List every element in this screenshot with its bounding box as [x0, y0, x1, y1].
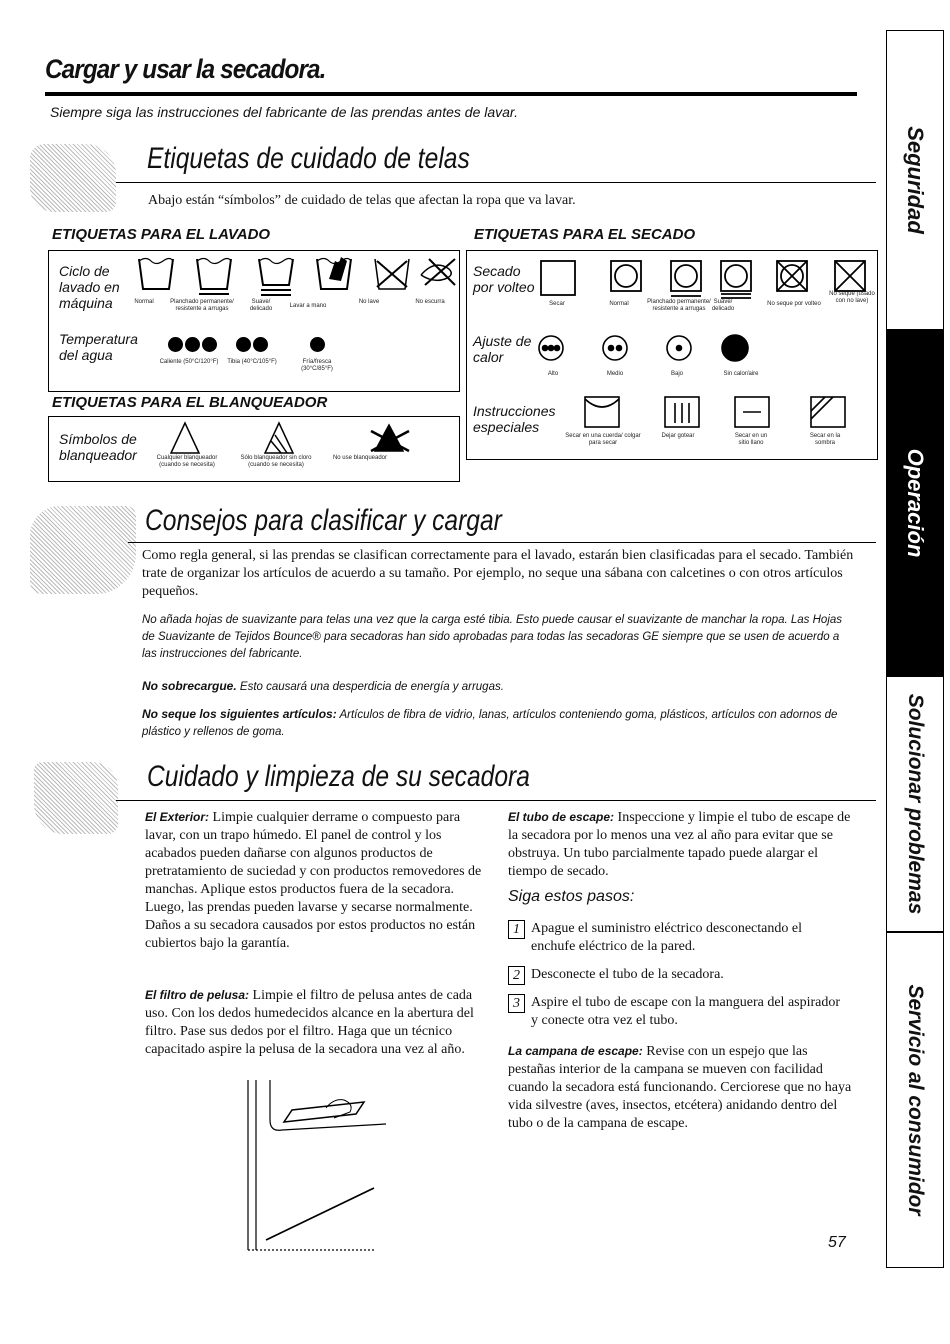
step-2 [508, 966, 852, 985]
tab-servicio-al-consumidor[interactable] [887, 933, 943, 1267]
caption: Suave/ delicado [711, 299, 735, 312]
tab-label: Solucionar problemas [904, 693, 927, 915]
special-instruction-symbols [577, 395, 867, 429]
care-title: Cuidado y limpieza de su secadora [147, 760, 530, 793]
caption: Lavar a mano [289, 303, 327, 309]
caption: Secar en una cuerda/ colgar para secar [565, 433, 641, 446]
caption: Bajo [670, 371, 683, 377]
section-rule [116, 182, 876, 183]
caption: Fría/fresca (30°C/85°F) [301, 359, 333, 372]
title-rule [45, 92, 857, 96]
exhaust-hood-paragraph [508, 1042, 852, 1133]
note-text: Artículos de fibra de vidrio, lanas, artículos conteniendo goma, plásticos, artículos con adornos de plástico y rellenos de goma. [142, 709, 838, 738]
caption: Secar en la sombra [809, 433, 841, 446]
para-text: Limpie el filtro de pelusa antes de cada uso. Con los dedos humedecidos alcance en la abertura del filtro. Pase sus dedos por el filtro. Haga que un técnico capacitado aspire la pelusa de la secadora una vez al año. [145, 988, 474, 1057]
caption: Sin calor/aire [723, 371, 759, 377]
tab-label: Seguridad [903, 126, 928, 234]
wash-cycle-label: Ciclo de lavado en máquina [59, 263, 120, 311]
step-number: 2 [508, 966, 525, 985]
care-labels-title: Etiquetas de cuidado de telas [147, 142, 470, 175]
para-bold: El tubo de escape: [508, 810, 615, 824]
para-bold: El Exterior: [145, 810, 210, 824]
para-text: Limpie cualquier derrame o compuesto para lavar, con un trapo húmedo. El panel de control y los acabados pueden dañarse con algunos productos de pretratamiento de suciedad y con productos removedores de manchas. Aplique estos productos fuera de la secadora. Luego, las prendas pueden lavarse y secarse normalmente. Daños a su secadora causados por estos productos no están cubiertos bajo la garantía. [145, 810, 482, 951]
special-instructions-label: Instrucciones especiales [473, 403, 556, 435]
page-number: 57 [828, 1234, 846, 1251]
caption: Alto [547, 371, 559, 377]
heat-setting-symbols [535, 333, 775, 363]
clothing-tag-icon [30, 144, 116, 212]
step-number: 1 [508, 920, 525, 939]
caption: Planchado permanente/ resistente a arrugas [170, 299, 234, 312]
care-labels-intro: Abajo están “símbolos” de cuidado de telas que afectan la ropa que va lavar. [148, 193, 576, 208]
step-number: 3 [508, 994, 525, 1013]
step-text: Apague el suministro eléctrico desconectando el enchufe eléctrico de la pared. [531, 921, 802, 954]
caption: Planchado permanente/ resistente a arrugas [647, 299, 711, 312]
wash-symbols-box [48, 250, 460, 392]
caption: Secar [549, 301, 565, 307]
note-bold: No seque los siguientes artículos: [142, 707, 337, 721]
caption: Caliente (50°C/120°F) [159, 359, 219, 365]
heat-setting-label: Ajuste de calor [473, 333, 532, 365]
caption: No escurra [415, 299, 445, 305]
steps-heading: Siga estos pasos: [508, 888, 635, 905]
water-temp-label: Temperatura del agua [59, 331, 138, 363]
tumble-dry-symbols [537, 257, 877, 301]
section-rule [116, 800, 876, 801]
softener-note: No añada hojas de suavizante para telas una vez que la carga esté tibia. Esto puede causar el suavizante de manchar la ropa. Las Hojas de Suavizante de Tejidos Bounce® para secadoras han sido aprobadas para todas las secadoras GE siempre que se usen de acuerdo a las instrucciones del fabricante. [142, 614, 843, 660]
page-title: Cargar y usar la secadora. [45, 54, 326, 84]
caption: Normal [609, 301, 629, 307]
tab-operacion[interactable] [887, 331, 943, 677]
cleaning-cloth-icon [34, 762, 118, 834]
wash-heading: ETIQUETAS PARA EL LAVADO [52, 226, 271, 243]
exterior-paragraph [145, 808, 487, 953]
tab-label: Operación [903, 448, 928, 558]
caption: Tibia (40°C/105°F) [227, 359, 277, 365]
sorting-title: Consejos para clasificar y cargar [145, 504, 502, 537]
lint-filter-paragraph [145, 986, 487, 1059]
step-3 [508, 994, 852, 1030]
step-text: Aspire el tubo de escape con la manguera del aspirador y conecte otra vez el tubo. [531, 995, 841, 1028]
do-not-dry-note [142, 706, 854, 741]
dry-heading: ETIQUETAS PARA EL SECADO [474, 226, 696, 243]
caption: No lave [358, 299, 380, 305]
para-bold: La campana de escape: [508, 1044, 643, 1058]
tab-seguridad[interactable] [887, 31, 943, 331]
para-text: Revise con un espejo que las pestañas interior de la campana se mueven con facilidad cuando la secadora está funcionando. Cerciorese que no haya vida silvestre (aves, insectos, etcétera) anidando dentro del tubo o de la campana de escape. [508, 1044, 852, 1131]
bleach-label: Símbolos de blanqueador [59, 431, 137, 463]
step-1 [508, 920, 852, 956]
tab-solucionar-problemas[interactable] [887, 677, 943, 933]
caption: Secar en un sitio llano [734, 433, 768, 446]
lint-filter-illustration [236, 1080, 406, 1255]
section-rule [128, 542, 876, 543]
step-text: Desconecte el tubo de la secadora. [531, 967, 724, 982]
caption: Dejar gotear [661, 433, 695, 439]
hot-dots [167, 337, 218, 356]
caption: No use blanqueador [332, 455, 388, 461]
wash-cycle-symbols [129, 255, 459, 299]
exhaust-paragraph [508, 808, 852, 881]
note-bold: No sobrecargue. [142, 679, 237, 693]
bleach-symbols-box [48, 416, 460, 482]
caption: Normal [134, 299, 154, 305]
overload-note [142, 678, 854, 696]
caption: Suave/ delicado [249, 299, 273, 312]
caption: No seque (usado con no lave) [829, 291, 875, 304]
wash-cycle-captions [129, 299, 459, 315]
side-tab-bar [886, 30, 944, 1268]
caption: Medio [606, 371, 624, 377]
tab-label: Servicio al consumidor [904, 984, 927, 1216]
caption: Cualquier blanqueador (cuando se necesita) [156, 455, 218, 468]
note-text: Esto causará una desperdicia de energía y arrugas. [236, 681, 504, 693]
page-intro: Siempre siga las instrucciones del fabricante de las prendas antes de lavar. [50, 104, 518, 120]
bleach-symbols [169, 421, 429, 455]
cold-dot [309, 337, 326, 356]
dry-symbols-box [466, 250, 878, 460]
caption: No seque por volteo [767, 301, 821, 307]
tumble-dry-label: Secado por volteo [473, 263, 535, 295]
bleach-heading: ETIQUETAS PARA EL BLANQUEADOR [52, 394, 328, 411]
laundry-pile-icon [30, 506, 136, 594]
warm-dots [235, 337, 269, 356]
caption: Sólo blanqueador sin cloro (cuando se necesita) [240, 455, 312, 468]
para-text: Inspeccione y limpie el tubo de escape de la secadora por lo menos una vez al año para evitar que se obstruya. Un tubo parcialmente tapado puede alargar el tiempo de secado. [508, 810, 851, 879]
sorting-body: Como regla general, si las prendas se clasifican correctamente para el lavado, estarán bien clasificadas para el secado. También trate de organizar los artículos de acuerdo a su tamaño. Por ejemplo, no seque una sábana con calcetines o con otros artículos pequeños. [142, 548, 854, 599]
para-bold: El filtro de pelusa: [145, 988, 250, 1002]
